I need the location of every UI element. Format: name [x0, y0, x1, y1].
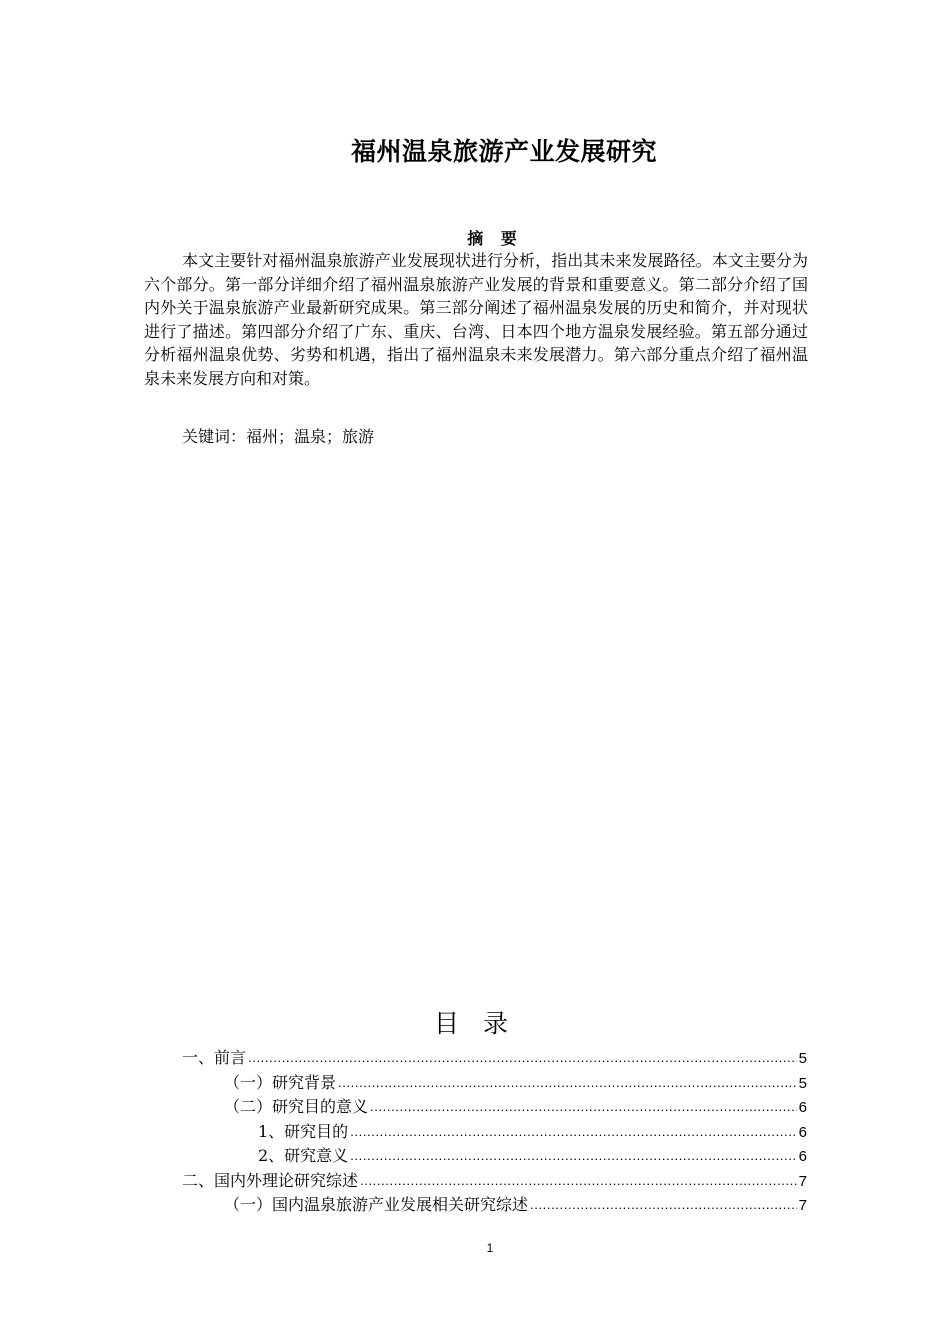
toc-leader-dots: [360, 1169, 797, 1194]
toc-page-number: 6: [798, 1099, 807, 1116]
toc-leader-dots: [530, 1193, 797, 1218]
toc-page-number: 7: [798, 1197, 807, 1214]
toc-page-number: 6: [798, 1148, 807, 1165]
abstract-body: 本文主要针对福州温泉旅游产业发展现状进行分析，指出其未来发展路径。本文主要分为六个部分。第一部分详细介绍了福州温泉旅游产业发展的背景和重要意义。第二部分介绍了国内外关于温泉旅游产业最新研究成果。第三部分阐述了福州温泉发展的历史和简介，并对现状进行了描述。第四部分介绍了广东、重庆、台湾、日本四个地方温泉发展经验。第五部分通过分析福州温泉优势、劣势和机遇，指出了福州温泉未来发展潜力。第六部分重点介绍了福州温泉未来发展方向和对策。: [144, 251, 808, 388]
toc-leader-dots: [350, 1144, 796, 1169]
keywords-line: 关键词：福州；温泉；旅游: [182, 427, 375, 446]
toc-entry-research-purpose-significance[interactable]: [182, 1095, 807, 1120]
toc-entry-label: 1、研究目的: [258, 1121, 349, 1141]
toc-entry-preface[interactable]: [182, 1046, 807, 1071]
toc-entry-research-purpose[interactable]: [182, 1120, 807, 1145]
toc-leader-dots: [338, 1071, 797, 1096]
toc-entry-label: （一）研究背景: [224, 1072, 337, 1092]
toc-page-number: 5: [798, 1050, 807, 1067]
toc-entry-label: 2、研究意义: [258, 1146, 349, 1165]
toc-title: 目 录: [434, 1009, 516, 1038]
toc-entry-label: （一）国内温泉旅游产业发展相关研究综述: [224, 1195, 529, 1214]
page-number: 1: [486, 1241, 494, 1255]
toc-leader-dots: [370, 1095, 797, 1120]
toc-page-number: 7: [798, 1172, 807, 1190]
toc-entry-literature-review[interactable]: [182, 1169, 807, 1194]
toc-leader-dots: [350, 1120, 796, 1145]
table-of-contents: [182, 1046, 807, 1218]
abstract-heading: 摘 要: [467, 229, 523, 248]
toc-entry-label: 二、国内外理论研究综述: [182, 1170, 359, 1190]
toc-leader-dots: [248, 1046, 797, 1071]
toc-entry-research-background[interactable]: [182, 1071, 807, 1096]
document-title: 福州温泉旅游产业发展研究: [350, 137, 657, 166]
toc-entry-research-significance[interactable]: [182, 1144, 807, 1169]
toc-entry-label: （二）研究目的意义: [224, 1097, 369, 1116]
toc-page-number: 5: [798, 1074, 807, 1092]
toc-page-number: 6: [798, 1123, 807, 1141]
toc-entry-domestic-review[interactable]: [182, 1193, 807, 1218]
toc-entry-label: 一、前言: [182, 1048, 247, 1067]
